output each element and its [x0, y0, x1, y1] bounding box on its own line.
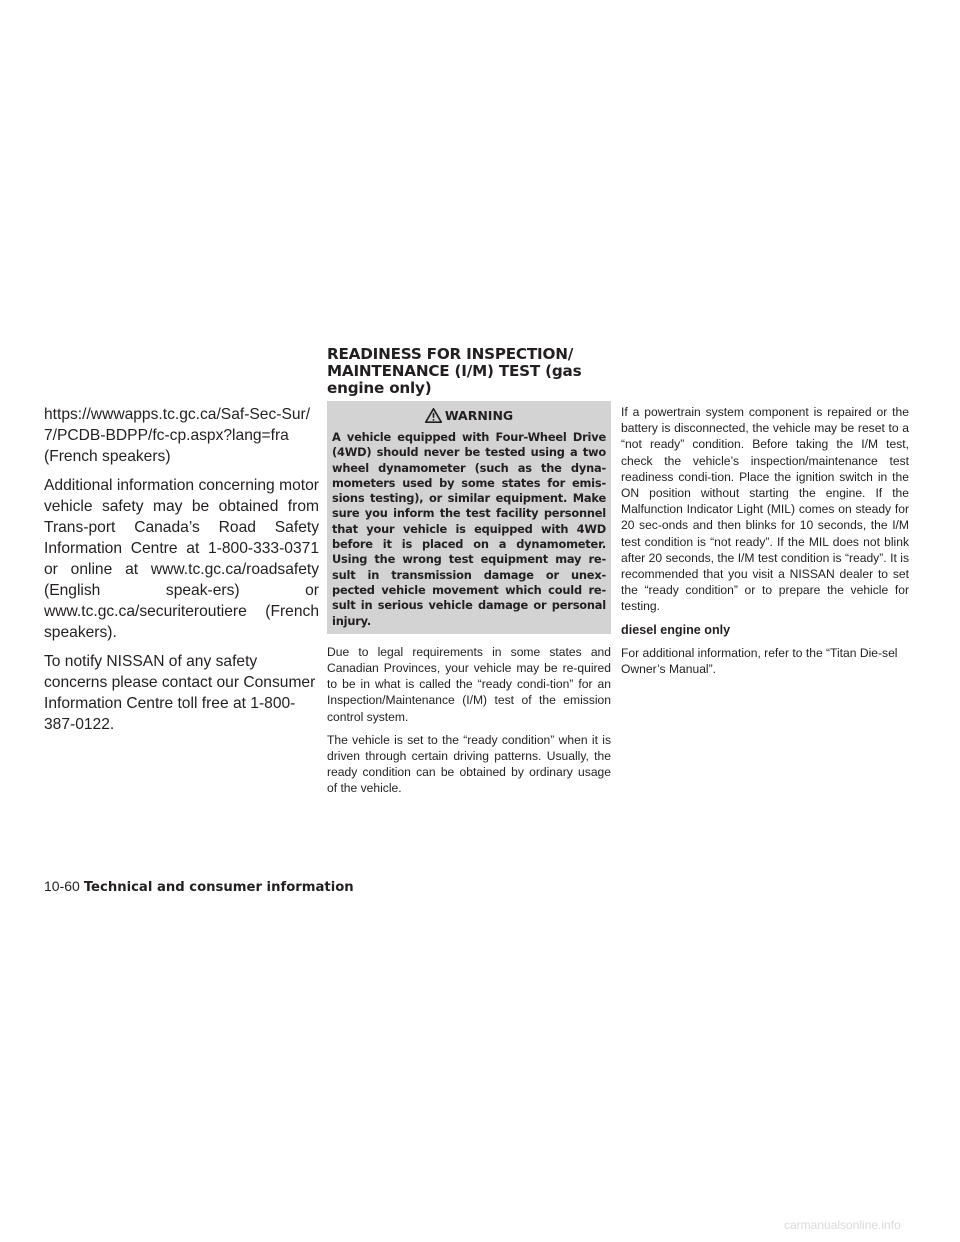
middle-column	[327, 346, 611, 804]
diesel-paragraph: For additional information, refer to the “Titan Die-sel Owner’s Manual”.	[621, 645, 898, 676]
section-title-line-1: READINESS FOR INSPECTION/	[327, 345, 574, 363]
section-title	[327, 346, 611, 397]
ready-condition-paragraph: The vehicle is set to the “ready condition” when it is driven through certain driving patterns. Usually, the ready condition can be obtained by ordinary usage of the vehicle.	[327, 732, 611, 796]
left-column	[44, 404, 319, 743]
url-line-2: 7/PCDB-BDPP/fc-cp.aspx?lang=fra	[44, 427, 289, 444]
url-french[interactable]	[44, 404, 319, 467]
watermark: carmanualsonline.info	[784, 1218, 901, 1232]
url-line-1: https://wwwapps.tc.gc.ca/Saf-Sec-Sur/	[44, 406, 311, 423]
powertrain-paragraph: If a powertrain system component is repaired or the battery is disconnected, the vehicle may be reset to a “not ready” condition. Before taking the I/M test, check the vehicle’s inspection/maintenance test readiness condi-tion. Place the ignition switch in the ON position without starting the engine. If the Malfunction Indicator Light (MIL) comes on steady for 20 sec-onds and then blinks for 10 seconds, the I/M test condition is “not ready”. If the MIL does not blink after 20 seconds, the I/M test condition is “ready”. It is recommended that you visit a NISSAN dealer to set the “ready condition” or to prepare the vehicle for testing.	[621, 405, 909, 614]
notify-nissan-paragraph: To notify NISSAN of any safety concerns please contact our Consumer Information Centre toll free at 1-800-387-0122.	[44, 653, 316, 733]
url-line-3: (French speakers)	[44, 448, 171, 465]
legal-requirements-paragraph: Due to legal requirements in some states and Canadian Provinces, your vehicle may be re-quired to be in what is called the “ready condi-tion” for an Inspection/Maintenance (I/M) test of the emission control system.	[327, 644, 611, 724]
warning-header	[332, 406, 606, 424]
warning-box	[327, 401, 611, 634]
page-footer	[44, 877, 354, 897]
page-number: 10-60	[44, 878, 80, 894]
warning-text: A vehicle equipped with Four-Wheel Drive (4WD) should never be tested using a two wheel dynamometer (such as the dyna-mometers used by some states for emis-sions testing), or similar equipment. Make sure you inform the test facility personnel that your vehicle is equipped with 4WD before it is placed on a dynamometer. Using the wrong test equipment may re-sult in transmission damage or unex-pected vehicle movement which could re-sult in serious vehicle damage or personal injury.	[332, 430, 606, 628]
right-column	[621, 404, 909, 684]
footer-section-name: Technical and consumer information	[83, 880, 354, 895]
additional-info-paragraph: Additional information concerning motor vehicle safety may be obtained from Trans-port Canada’s Road Safety Information Centre at 1-800-333-0371 or online at www.tc.gc.ca/roadsafety (English speak-ers) or www.tc.gc.ca/securiteroutiere (French speakers).	[44, 477, 319, 641]
diesel-subheading: diesel engine only	[621, 622, 731, 637]
warning-label: WARNING	[444, 407, 514, 423]
section-title-line-3: engine only)	[327, 379, 432, 397]
warning-triangle-icon	[425, 408, 442, 423]
section-title-line-2: MAINTENANCE (I/M) TEST (gas	[327, 362, 582, 380]
